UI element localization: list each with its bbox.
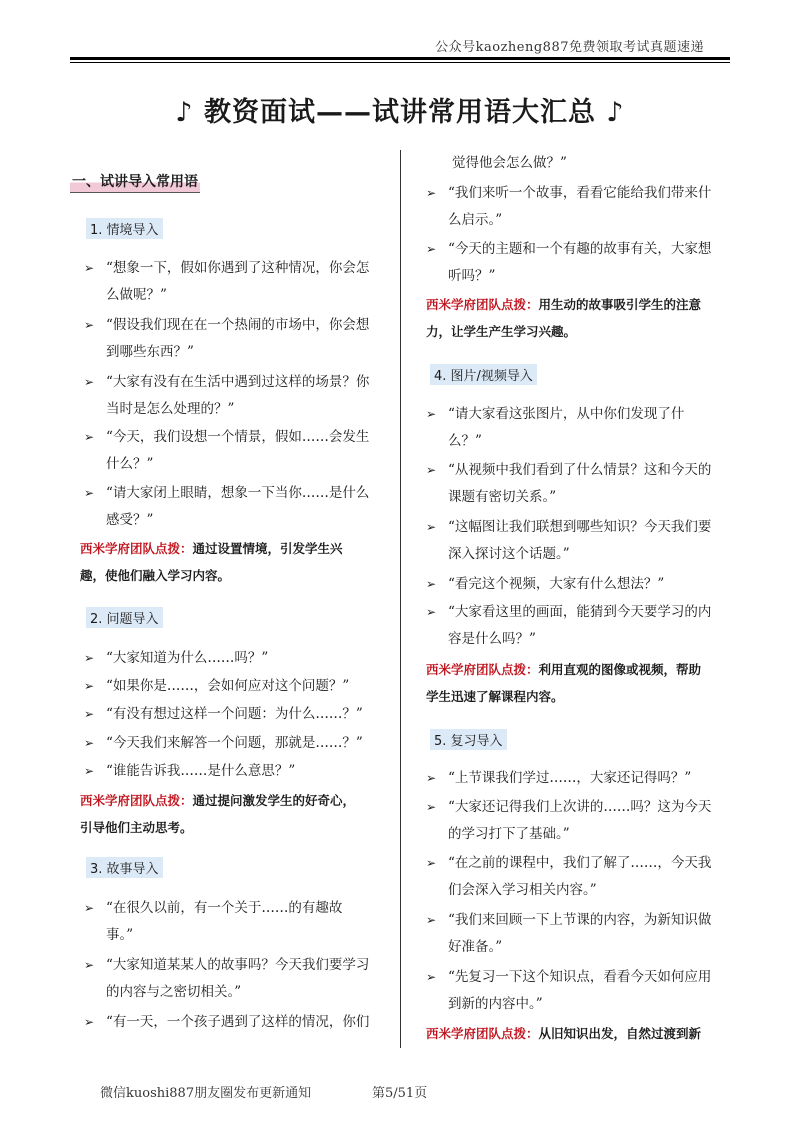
list-item: ➢ “今天我们来解答一个问题，那就是……？”: [80, 730, 395, 757]
bullet-icon: ➢: [84, 736, 95, 750]
tip-label: 西米学府团队点拨：: [426, 297, 539, 312]
bullet-icon: ➢: [84, 318, 95, 332]
subheading-question: 2. 问题导入: [86, 607, 163, 628]
subheading-story: 3. 故事导入: [86, 857, 163, 878]
bullet-icon: ➢: [84, 764, 95, 778]
tip-label: 西米学府团队点拨：: [426, 662, 539, 677]
bullet-icon: ➢: [426, 771, 437, 785]
bullet-icon: ➢: [426, 186, 437, 200]
list-item: ➢ “大家知道为什么……吗？”: [80, 645, 395, 672]
subheading-image-video: 4. 图片/视频导入: [430, 364, 537, 385]
list-item: ➢ “大家有没有在生活中遇到过这样的场景？你 当时是怎么处理的？”: [80, 369, 395, 423]
list-item: ➢ “假设我们现在在一个热闹的市场中，你会想 到哪些东西？”: [80, 312, 395, 366]
header-note: 公众号kaozheng887免费领取考试真题速递: [435, 40, 704, 55]
tip-note: 西米学府团队点拨：从旧知识出发，自然过渡到新: [426, 1026, 702, 1041]
bullet-icon: ➢: [84, 375, 95, 389]
list-item: ➢ “谁能告诉我……是什么意思？”: [80, 758, 395, 785]
tip-label: 西米学府团队点拨：: [426, 1026, 539, 1041]
list-item: ➢ “如果你是……，会如何应对这个问题？”: [80, 673, 395, 700]
document-title: ♪ 教资面试——试讲常用语大汇总 ♪: [175, 97, 625, 128]
list-item: ➢ “看完这个视频，大家有什么想法？”: [422, 571, 732, 598]
section-title: 一、试讲导入常用语: [70, 171, 200, 193]
bullet-icon: ➢: [426, 242, 437, 256]
bullet-icon: ➢: [84, 651, 95, 665]
list-item: ➢ “我们来回顾一下上节课的内容，为新知识做 好准备。”: [422, 907, 732, 961]
bullet-icon: ➢: [426, 970, 437, 984]
list-item: ➢ “请大家看这张图片，从中你们发现了什 么？”: [422, 401, 732, 455]
list-item: ➢ “在之前的课程中，我们了解了……，今天我 们会深入学习相关内容。”: [422, 850, 732, 904]
list-item: ➢ “这幅图让我们联想到哪些知识？今天我们要 深入探讨这个话题。”: [422, 514, 732, 568]
list-item: ➢ “大家还记得我们上次讲的……吗？这为今天 的学习打下了基础。”: [422, 794, 732, 848]
bullet-icon: ➢: [426, 856, 437, 870]
bullet-icon: ➢: [426, 463, 437, 477]
bullet-icon: ➢: [426, 913, 437, 927]
list-item: ➢ “大家看这里的画面，能猜到今天要学习的内 容是什么吗？”: [422, 599, 732, 653]
bullet-icon: ➢: [426, 407, 437, 421]
bullet-icon: ➢: [84, 958, 95, 972]
bullet-icon: ➢: [426, 577, 437, 591]
subheading-situation: 1. 情境导入: [86, 218, 163, 239]
list-item: ➢ “有没有想过这样一个问题：为什么……？”: [80, 701, 395, 728]
list-item: ➢ “我们来听一个故事，看看它能给我们带来什 么启示。”: [422, 180, 732, 234]
list-item: ➢ “今天，我们设想一个情景，假如……会发生 什么？”: [80, 424, 395, 478]
bullet-icon: ➢: [84, 679, 95, 693]
tip-note: 西米学府团队点拨：用生动的故事吸引学生的注意 力，让学生产生学习兴趣。: [426, 297, 702, 339]
bullet-icon: ➢: [426, 520, 437, 534]
bullet-icon: ➢: [84, 261, 95, 275]
subheading-review: 5. 复习导入: [430, 729, 507, 750]
list-item: ➢ “有一天，一个孩子遇到了这样的情况，你们: [80, 1009, 395, 1036]
tip-note: 西米学府团队点拨：通过设置情境，引发学生兴 趣，使他们融入学习内容。: [80, 541, 343, 583]
list-item: ➢ “在很久以前，有一个关于……的有趣故 事。”: [80, 895, 395, 949]
tip-note: 西米学府团队点拨：通过提问激发学生的好奇心， 引导他们主动思考。: [80, 793, 356, 835]
list-item: ➢ “大家知道某某人的故事吗？今天我们要学习 的内容与之密切相关。”: [80, 952, 395, 1006]
tip-note: 西米学府团队点拨：利用直观的图像或视频，帮助 学生迅速了解课程内容。: [426, 662, 702, 704]
bullet-icon: ➢: [84, 901, 95, 915]
continued-line: 觉得他会怎么做？”: [452, 155, 567, 171]
column-divider: [400, 150, 401, 1048]
list-item: ➢ “先复习一下这个知识点，看看今天如何应用 到新的内容中。”: [422, 964, 732, 1018]
bullet-icon: ➢: [426, 800, 437, 814]
page-number: 第5/51页: [372, 1086, 428, 1101]
header-rule-thin: [70, 62, 730, 63]
footer-text: 微信kuoshi887朋友圈发布更新通知: [100, 1086, 312, 1101]
bullet-icon: ➢: [84, 1015, 95, 1029]
list-item: ➢ “请大家闭上眼睛，想象一下当你……是什么 感受？”: [80, 480, 395, 534]
list-item: ➢ “上节课我们学过……，大家还记得吗？”: [422, 765, 732, 792]
tip-label: 西米学府团队点拨：: [80, 793, 193, 808]
bullet-icon: ➢: [426, 605, 437, 619]
bullet-icon: ➢: [84, 486, 95, 500]
list-item: ➢ “想象一下，假如你遇到了这种情况，你会怎 么做呢？”: [80, 255, 395, 309]
bullet-icon: ➢: [84, 430, 95, 444]
list-item: ➢ “从视频中我们看到了什么情景？这和今天的 课题有密切关系。”: [422, 457, 732, 511]
header-rule-thick: [70, 57, 730, 60]
list-item: ➢ “今天的主题和一个有趣的故事有关，大家想 听吗？”: [422, 236, 732, 290]
bullet-icon: ➢: [84, 707, 95, 721]
tip-label: 西米学府团队点拨：: [80, 541, 193, 556]
